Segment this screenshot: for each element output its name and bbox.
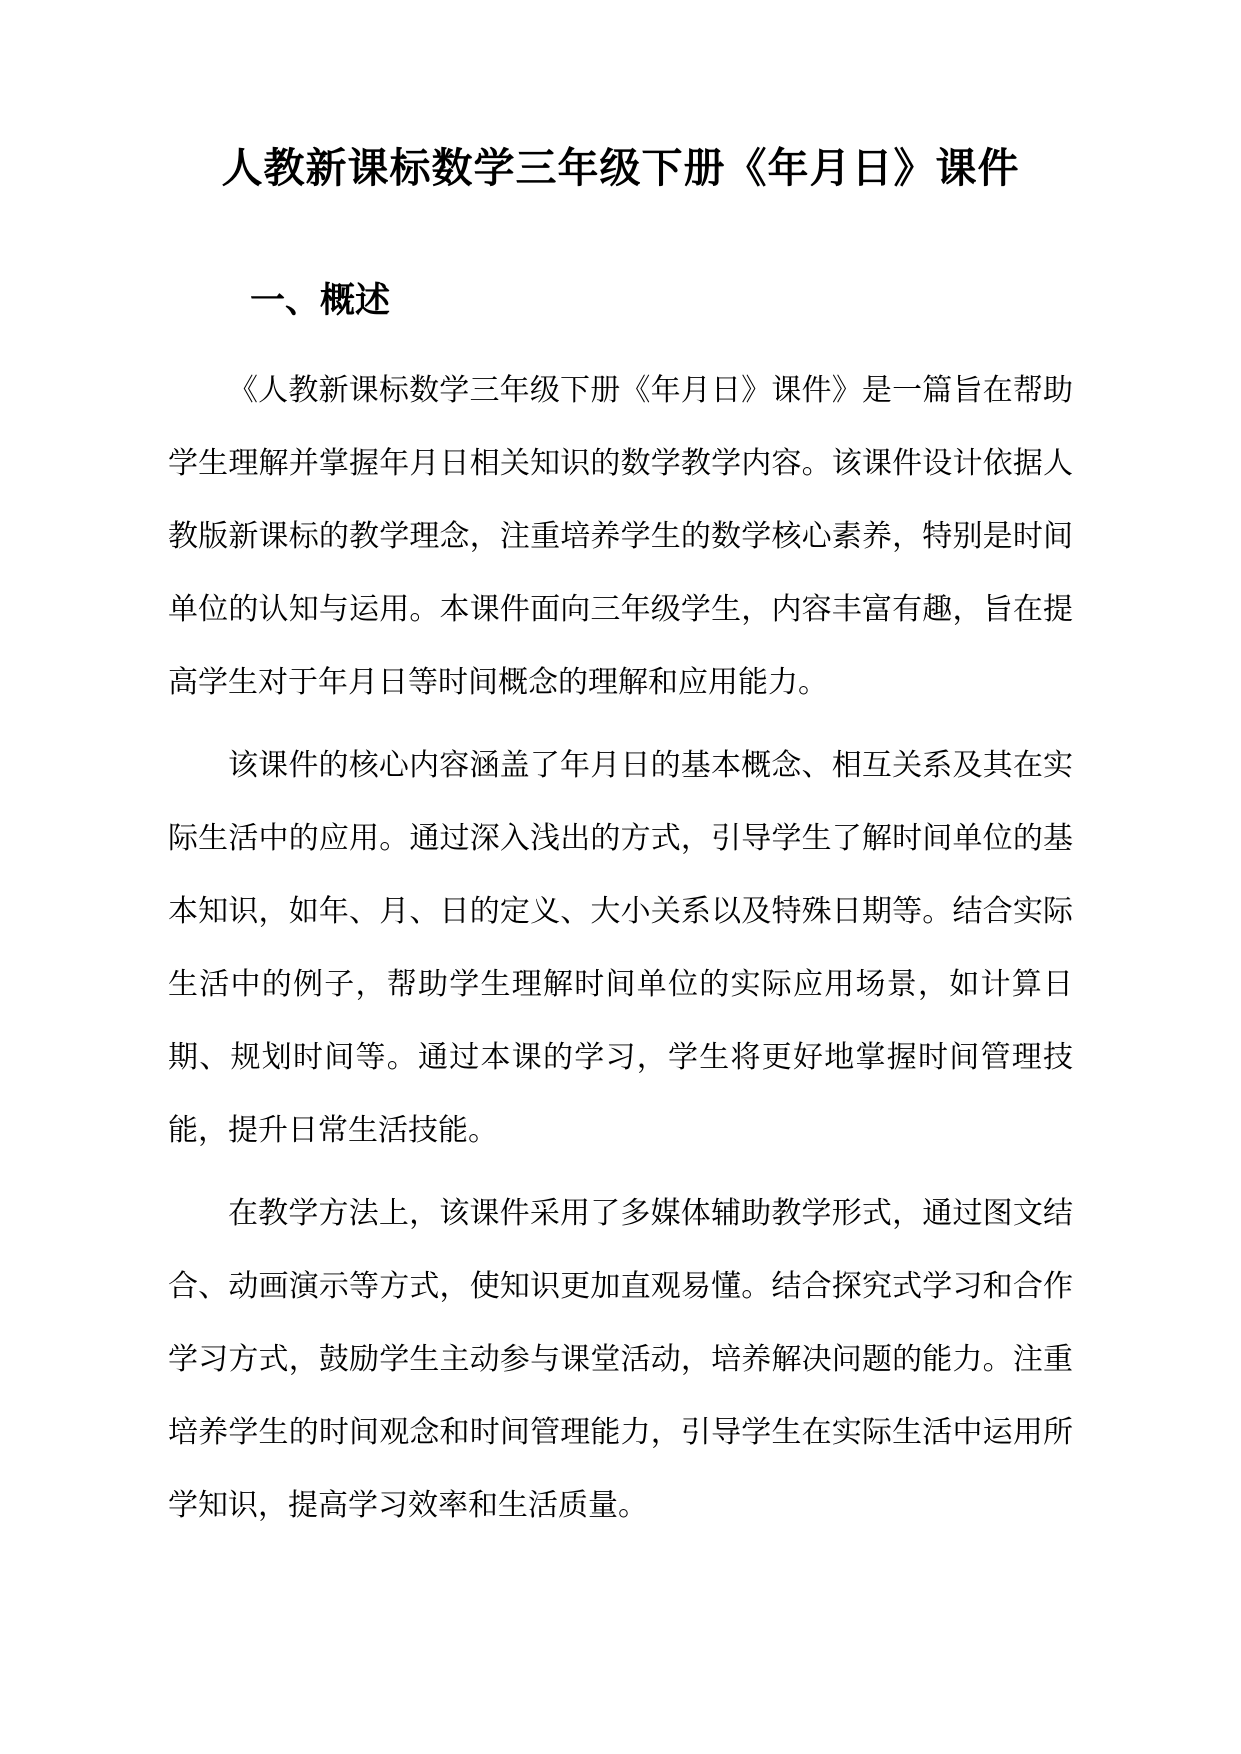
paragraph-core-content: 该课件的核心内容涵盖了年月日的基本概念、相互关系及其在实际生活中的应用。通过深入浅出的方式，引导学生了解时间单位的基本知识，如年、月、日的定义、大小关系以及特殊日期等。结合实际生活中的例子，帮助学生理解时间单位的实际应用场景，如计算日期、规划时间等。通过本课的学习，学生将更好地掌握时间管理技能，提升日常生活技能。 (168, 748, 1073, 1149)
document-body (168, 354, 1073, 1542)
paragraph-teaching-methods: 在教学方法上，该课件采用了多媒体辅助教学形式，通过图文结合、动画演示等方式，使知识更加直观易懂。结合探究式学习和合作学习方式，鼓励学生主动参与课堂活动，培养解决问题的能力。注重培养学生的时间观念和时间管理能力，引导学生在实际生活中运用所学知识，提高学习效率和生活质量。 (168, 1196, 1073, 1524)
paragraph-intro: 《人教新课标数学三年级下册《年月日》课件》是一篇旨在帮助学生理解并掌握年月日相关知识的数学教学内容。该课件设计依据人教版新课标的教学理念，注重培养学生的数学核心素养，特别是时间单位的认知与运用。本课件面向三年级学生，内容丰富有趣，旨在提高学生对于年月日等时间概念的理解和应用能力。 (168, 373, 1073, 701)
document-title: 人教新课标数学三年级下册《年月日》课件 (221, 144, 1020, 192)
section-heading-overview: 一、概述 (250, 281, 391, 322)
document-content-area (168, 0, 1073, 1542)
